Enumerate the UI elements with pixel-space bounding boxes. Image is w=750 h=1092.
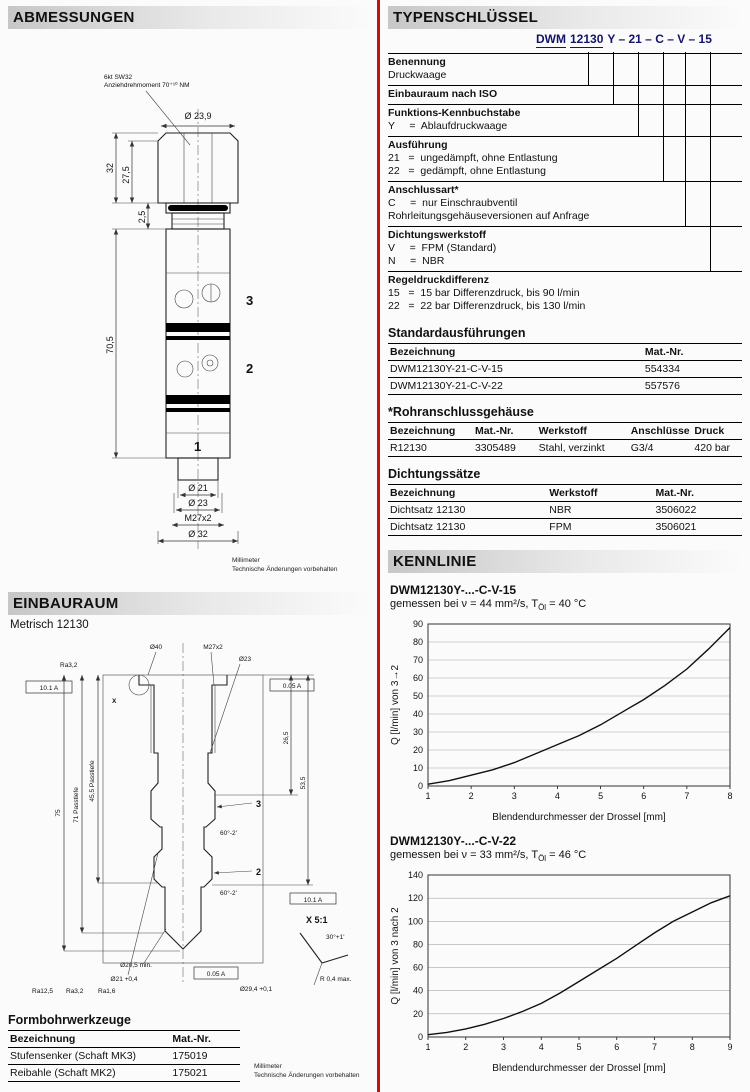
table-row: Reibahle (Schaft MK2) 175021	[8, 1065, 240, 1082]
label-cone-angle-2: 60°-2'	[220, 890, 237, 897]
col-header: Bezeichnung	[388, 485, 547, 502]
label-datum-005A-top: 0.05 A	[282, 683, 302, 690]
label-datum-101A-detail: 10.1 A	[303, 897, 323, 904]
svg-text:70: 70	[412, 655, 423, 666]
section-title-abmessungen: ABMESSUNGEN	[8, 6, 372, 29]
dim-70-5: 70,5	[105, 336, 115, 354]
backup-ring	[166, 336, 230, 340]
svg-text:10: 10	[412, 763, 423, 774]
formbohrwerkzeuge-table	[8, 1030, 240, 1082]
port-label-1: 1	[194, 439, 202, 454]
svg-text:1: 1	[425, 1042, 431, 1053]
label-ra32-top: Ra3,2	[60, 662, 78, 669]
svg-text:Q [l/min] von 3 nach 2: Q [l/min] von 3 nach 2	[390, 907, 401, 1006]
label-ra1-6: Ra1,6	[98, 988, 116, 995]
label-30deg: 30°+1'	[326, 934, 345, 941]
hex-note-line2: Anziehdrehmoment 70⁺¹⁰ NM	[104, 82, 190, 89]
right-column	[388, 6, 742, 1075]
port-hole-inner	[207, 360, 213, 366]
label-26-5: 26,5	[283, 731, 290, 745]
svg-text:90: 90	[412, 619, 423, 630]
port-hole	[177, 361, 193, 377]
left-column	[8, 6, 372, 1082]
code-connector	[613, 52, 614, 104]
bore-profile-right	[183, 675, 227, 949]
label-45-5-passtiefe: 45,5 Passtiefe	[89, 760, 96, 802]
svg-text:3: 3	[500, 1042, 507, 1053]
dim-dia-23-9: Ø 23,9	[184, 111, 212, 121]
table-row: Dichtsatz 12130 NBR 3506022	[388, 502, 742, 519]
section-title-kennlinie: KENNLINIE	[388, 550, 742, 573]
svg-text:Blendendurchmesser der Drossel: Blendendurchmesser der Drossel [mm]	[492, 1063, 666, 1075]
svg-text:20: 20	[412, 1009, 423, 1020]
port-hole	[202, 355, 218, 371]
label-dia29-4: Ø29,4 +0,1	[239, 986, 273, 993]
label-dia21: Ø21 +0,4	[110, 976, 138, 983]
code-entry-einbauraum: Einbauraum nach ISO	[388, 85, 742, 104]
chart1-title: DWM12130Y-...-C-V-15	[390, 583, 517, 597]
port-label-2: 2	[256, 867, 262, 877]
ordering-code-block	[388, 33, 742, 316]
standard-title: Standardausführungen	[388, 326, 526, 340]
dim-dia-32: Ø 32	[188, 529, 208, 539]
svg-text:6: 6	[614, 1042, 620, 1053]
table-row: DWM12130Y-21-C-V-15 554334	[388, 361, 742, 378]
flow-chart-v15	[388, 614, 740, 824]
svg-text:80: 80	[412, 939, 423, 950]
col-header: Bezeichnung	[388, 344, 643, 361]
port-label-3: 3	[256, 799, 262, 809]
svg-text:4: 4	[554, 791, 560, 802]
label-x: X	[112, 698, 117, 705]
col-header: Anschlüsse	[629, 423, 693, 440]
svg-text:30: 30	[412, 727, 423, 738]
einbauraum-subtitle: Metrisch 12130	[10, 619, 89, 631]
port-label-2: 2	[246, 361, 254, 376]
svg-text:100: 100	[407, 916, 423, 927]
rohr-title: *Rohranschlussgehäuse	[388, 405, 534, 419]
col-header: Mat.-Nr.	[473, 423, 537, 440]
svg-text:50: 50	[412, 691, 423, 702]
svg-text:60: 60	[412, 962, 423, 973]
svg-text:140: 140	[407, 870, 423, 881]
drawing-footer	[254, 1063, 360, 1080]
code-connector	[663, 52, 664, 181]
svg-text:0: 0	[417, 781, 423, 792]
section-title-typenschluessel: TYPENSCHLÜSSEL	[388, 6, 742, 29]
table-row: R12130 3305489 Stahl, verzinkt G3/4 420 bar	[388, 440, 742, 457]
dim-dia-23: Ø 23	[188, 498, 208, 508]
label-datum-101A: 10.1 A	[39, 685, 59, 692]
col-header: Mat.-Nr.	[643, 344, 742, 361]
svg-text:20: 20	[412, 745, 423, 756]
backup-ring	[166, 408, 230, 412]
col-header: Bezeichnung	[8, 1031, 170, 1048]
code-entry-funktion: Funktions-Kennbuchstabe Y = Ablaufdruckwaage	[388, 104, 742, 136]
table-row: Stufensenker (Schaft MK3) 175019	[8, 1048, 240, 1065]
svg-text:6: 6	[641, 791, 647, 802]
col-header: Bezeichnung	[388, 423, 473, 440]
standard-table	[388, 343, 742, 395]
svg-text:7: 7	[684, 791, 690, 802]
chart1-subtitle: gemessen bei ν = 44 mm²/s, $T_{Öl} = 40$ °C	[390, 598, 587, 613]
code-connector	[710, 52, 711, 271]
code-series: DWM	[536, 32, 566, 46]
dicht-table	[388, 484, 742, 536]
code-entry-ausfuehrung: Ausführung 21 = ungedämpft, ohne Entlastung 22 = gedämpft, ohne Entlastung	[388, 136, 742, 181]
svg-text:60: 60	[412, 673, 423, 684]
dim-thread-m27: M27x2	[184, 513, 212, 523]
column-divider	[377, 0, 380, 1092]
port-label-3: 3	[246, 293, 254, 308]
hex-note-line1: 6kt SW32	[104, 74, 133, 81]
chart2-subtitle: gemessen bei ν = 33 mm²/s, $T_{Öl} = 46$ °C	[390, 849, 587, 864]
valve-dimension-drawing	[8, 33, 372, 553]
ordering-code	[536, 33, 742, 53]
svg-text:3: 3	[511, 791, 517, 802]
svg-text:8: 8	[727, 791, 733, 802]
col-header: Werkstoff	[547, 485, 653, 502]
svg-text:2: 2	[468, 791, 474, 802]
flow-chart-v22	[388, 865, 740, 1075]
drawing-footer	[232, 557, 372, 574]
svg-text:5: 5	[598, 791, 604, 802]
label-ra3-2: Ra3,2	[66, 988, 84, 995]
table-row: DWM12130Y-21-C-V-22 557576	[388, 378, 742, 395]
label-dia40: Ø40	[149, 644, 163, 651]
footer-units: Millimeter	[254, 1063, 282, 1070]
svg-text:80: 80	[412, 637, 423, 648]
cavity-drawing	[8, 633, 372, 1005]
section-title-einbauraum: EINBAURAUM	[8, 592, 372, 615]
col-header: Druck	[692, 423, 742, 440]
col-header: Mat.-Nr.	[653, 485, 742, 502]
label-datum-005A-bottom: 0.05 A	[206, 971, 226, 978]
svg-text:Blendendurchmesser der Drossel: Blendendurchmesser der Drossel [mm]	[492, 812, 666, 824]
table-row: Dichtsatz 12130 FPM 3506021	[388, 519, 742, 536]
code-connector	[638, 52, 639, 136]
col-header: Werkstoff	[537, 423, 629, 440]
svg-text:120: 120	[407, 893, 423, 904]
code-size: 12130	[570, 32, 604, 46]
dim-32: 32	[105, 162, 115, 174]
svg-text:7: 7	[651, 1042, 658, 1053]
formbohrwerkzeuge-block	[8, 1013, 372, 1082]
code-connector	[588, 52, 589, 85]
label-75: 75	[55, 809, 62, 817]
dim-2-5: 2,5	[137, 210, 147, 224]
footer-changes: Technische Änderungen vorbehalten	[232, 565, 338, 573]
svg-text:40: 40	[412, 709, 423, 720]
svg-text:5: 5	[576, 1042, 582, 1053]
bore-profile-left	[139, 675, 183, 949]
dicht-title: Dichtungssätze	[388, 467, 481, 481]
col-header: Mat.-Nr.	[170, 1031, 240, 1048]
dim-27-5: 27,5	[121, 166, 131, 184]
rohr-table	[388, 422, 742, 457]
svg-text:8: 8	[689, 1042, 695, 1053]
label-detail-x-scale: X 5:1	[306, 915, 328, 925]
svg-text:4: 4	[538, 1042, 544, 1053]
port-hole	[175, 290, 193, 308]
label-cone-angle-1: 60°-2'	[220, 830, 237, 837]
label-53-5: 53,5	[300, 776, 307, 790]
svg-text:2: 2	[463, 1042, 469, 1053]
code-entry-regeldruckdifferenz: Regeldruckdifferenz 15 = 15 bar Differenzdruck, bis 90 l/min 22 = 22 bar Differenzdruck, bis 130 l/min	[388, 271, 742, 316]
seal-band	[166, 323, 230, 332]
o-ring	[168, 205, 228, 211]
code-entry-benennung: Benennung Druckwaage	[388, 53, 742, 85]
label-dia20-5: Ø20,5 min.	[120, 962, 152, 969]
label-dia23: Ø23	[238, 656, 252, 663]
label-71-passtiefe: 71 Passtiefe	[73, 787, 80, 823]
label-r04: R 0,4 max.	[320, 976, 352, 983]
footer-changes: Technische Änderungen vorbehalten	[254, 1071, 360, 1079]
code-entry-dichtungswerkstoff: Dichtungswerkstoff V = FPM (Standard) N = NBR	[388, 226, 742, 271]
svg-text:9: 9	[727, 1042, 733, 1053]
dim-dia-21: Ø 21	[188, 483, 208, 493]
svg-text:40: 40	[412, 986, 423, 997]
code-tail: Y – 21 – C – V – 15	[607, 32, 712, 46]
footer-units: Millimeter	[232, 557, 260, 564]
label-m27x2: M27x2	[203, 644, 223, 651]
seal-band	[166, 395, 230, 404]
formbohrwerkzeuge-title: Formbohrwerkzeuge	[8, 1013, 131, 1027]
chart2-title: DWM12130Y-...-C-V-22	[390, 834, 517, 849]
svg-text:1: 1	[425, 791, 431, 802]
code-entry-anschlussart: Anschlussart* C = nur Einschraubventil Rohrleitungsgehäuseversionen auf Anfrage	[388, 181, 742, 226]
svg-text:Q [l/min] von 3→2: Q [l/min] von 3→2	[390, 665, 401, 746]
svg-text:0: 0	[417, 1032, 423, 1043]
label-ra12-5: Ra12,5	[32, 988, 53, 995]
code-connector	[685, 52, 686, 226]
